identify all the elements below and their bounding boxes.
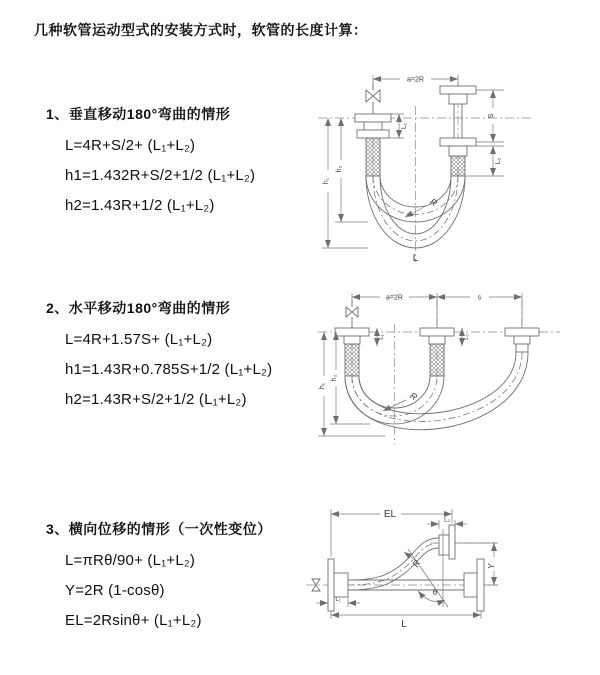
dim-label-l1: L₁ bbox=[401, 122, 408, 130]
dim-label-l2: L₂ bbox=[495, 157, 502, 165]
angle-label-theta: θ bbox=[432, 588, 438, 597]
centerlines bbox=[318, 82, 533, 262]
formula-line: EL=2Rsinθ+ (L₁+L₂) bbox=[65, 612, 202, 629]
diagram-horizontal-180-bend bbox=[310, 284, 597, 449]
middle-fitting bbox=[420, 328, 454, 376]
section-lateral-displacement bbox=[46, 519, 316, 636]
braided-hose-section bbox=[345, 344, 359, 376]
formula-line: L=4R+S/2+ (L₁+L₂) bbox=[65, 137, 196, 154]
dim-label-l1: L₁ bbox=[335, 597, 341, 603]
dim-label-s: s bbox=[477, 294, 482, 302]
left-flange bbox=[328, 559, 348, 611]
dim-label-r: R bbox=[410, 558, 423, 569]
dimension-s bbox=[437, 295, 522, 302]
formula-line: h1=1.43R+0.785S+1/2 (L₁+L₂) bbox=[65, 361, 273, 378]
section-heading: 1、垂直移动180°弯曲的情形 bbox=[46, 106, 231, 122]
section-heading: 3、横向位移的情形（一次性变位） bbox=[46, 521, 272, 537]
diagram-lateral-displacement bbox=[298, 503, 600, 651]
valve-icon bbox=[346, 300, 358, 328]
dimension-s bbox=[476, 90, 504, 142]
dimension-l bbox=[331, 611, 481, 630]
diagram-vertical-180-bend bbox=[308, 66, 598, 264]
diagram-2-svg bbox=[310, 284, 597, 449]
dim-label-y: Y bbox=[487, 563, 496, 570]
dim-label-r: R bbox=[408, 390, 419, 403]
dim-label-h1: h₁ bbox=[319, 382, 326, 390]
dim-label-l2: L₂ bbox=[464, 334, 470, 340]
dim-label-h2: h₂ bbox=[331, 374, 338, 382]
dimension-l2 bbox=[427, 518, 467, 530]
dim-label-s: S bbox=[488, 113, 495, 119]
left-fitting bbox=[335, 328, 369, 376]
dim-label-h2: h₂ bbox=[336, 165, 343, 173]
formula-line: L=πRθ/90+ (L₁+L₂) bbox=[65, 552, 196, 569]
dimension-l2 bbox=[465, 146, 504, 176]
diagram-1-svg bbox=[308, 66, 598, 264]
braided-hose-section bbox=[451, 156, 465, 176]
dim-label-l-total: L bbox=[412, 253, 419, 264]
diagram-3-svg bbox=[298, 503, 600, 651]
dimension-l1 bbox=[389, 114, 408, 138]
formula-line: h2=1.43R+1/2 (L₁+L₂) bbox=[65, 197, 215, 214]
dim-label-el: EL bbox=[383, 509, 397, 520]
dimension-l1 bbox=[377, 328, 385, 346]
dimension-l2 bbox=[462, 328, 470, 346]
dimension-a-2r bbox=[352, 293, 522, 328]
braided-hose-section bbox=[430, 344, 444, 376]
formula-line: L=4R+1.57S+ (L₁+L₂) bbox=[65, 331, 213, 348]
braided-hose-section bbox=[366, 138, 380, 176]
dim-label-l2: L₂ bbox=[444, 517, 450, 524]
section-horizontal-movement bbox=[46, 298, 316, 415]
formula-line: h2=1.43R+S/2+1/2 (L₁+L₂) bbox=[65, 391, 247, 408]
section-vertical-movement bbox=[46, 104, 316, 221]
dim-label-h1: h₁ bbox=[323, 177, 330, 185]
dim-label-a2r: a=2R bbox=[386, 294, 403, 302]
dim-label-a2r: a=2R bbox=[407, 76, 424, 84]
formula-line: Y=2R (1-cosθ) bbox=[65, 582, 165, 599]
dim-label-l1: L₁ bbox=[379, 334, 385, 340]
right-fitting bbox=[505, 328, 539, 352]
formula-line: h1=1.432R+S/2+1/2 (L₁+L₂) bbox=[65, 167, 256, 184]
dimension-el bbox=[331, 509, 452, 557]
left-fitting bbox=[355, 114, 391, 176]
dim-label-l-total: L bbox=[401, 619, 407, 630]
page-title: 几种软管运动型式的安装方式时，软管的长度计算： bbox=[34, 22, 368, 38]
dimension-a-2r bbox=[373, 75, 458, 86]
section-heading: 2、水平移动180°弯曲的情形 bbox=[46, 300, 231, 316]
dimension-l1 bbox=[316, 597, 360, 611]
valve-icon bbox=[366, 82, 380, 114]
dim-label-r: R bbox=[428, 196, 439, 209]
